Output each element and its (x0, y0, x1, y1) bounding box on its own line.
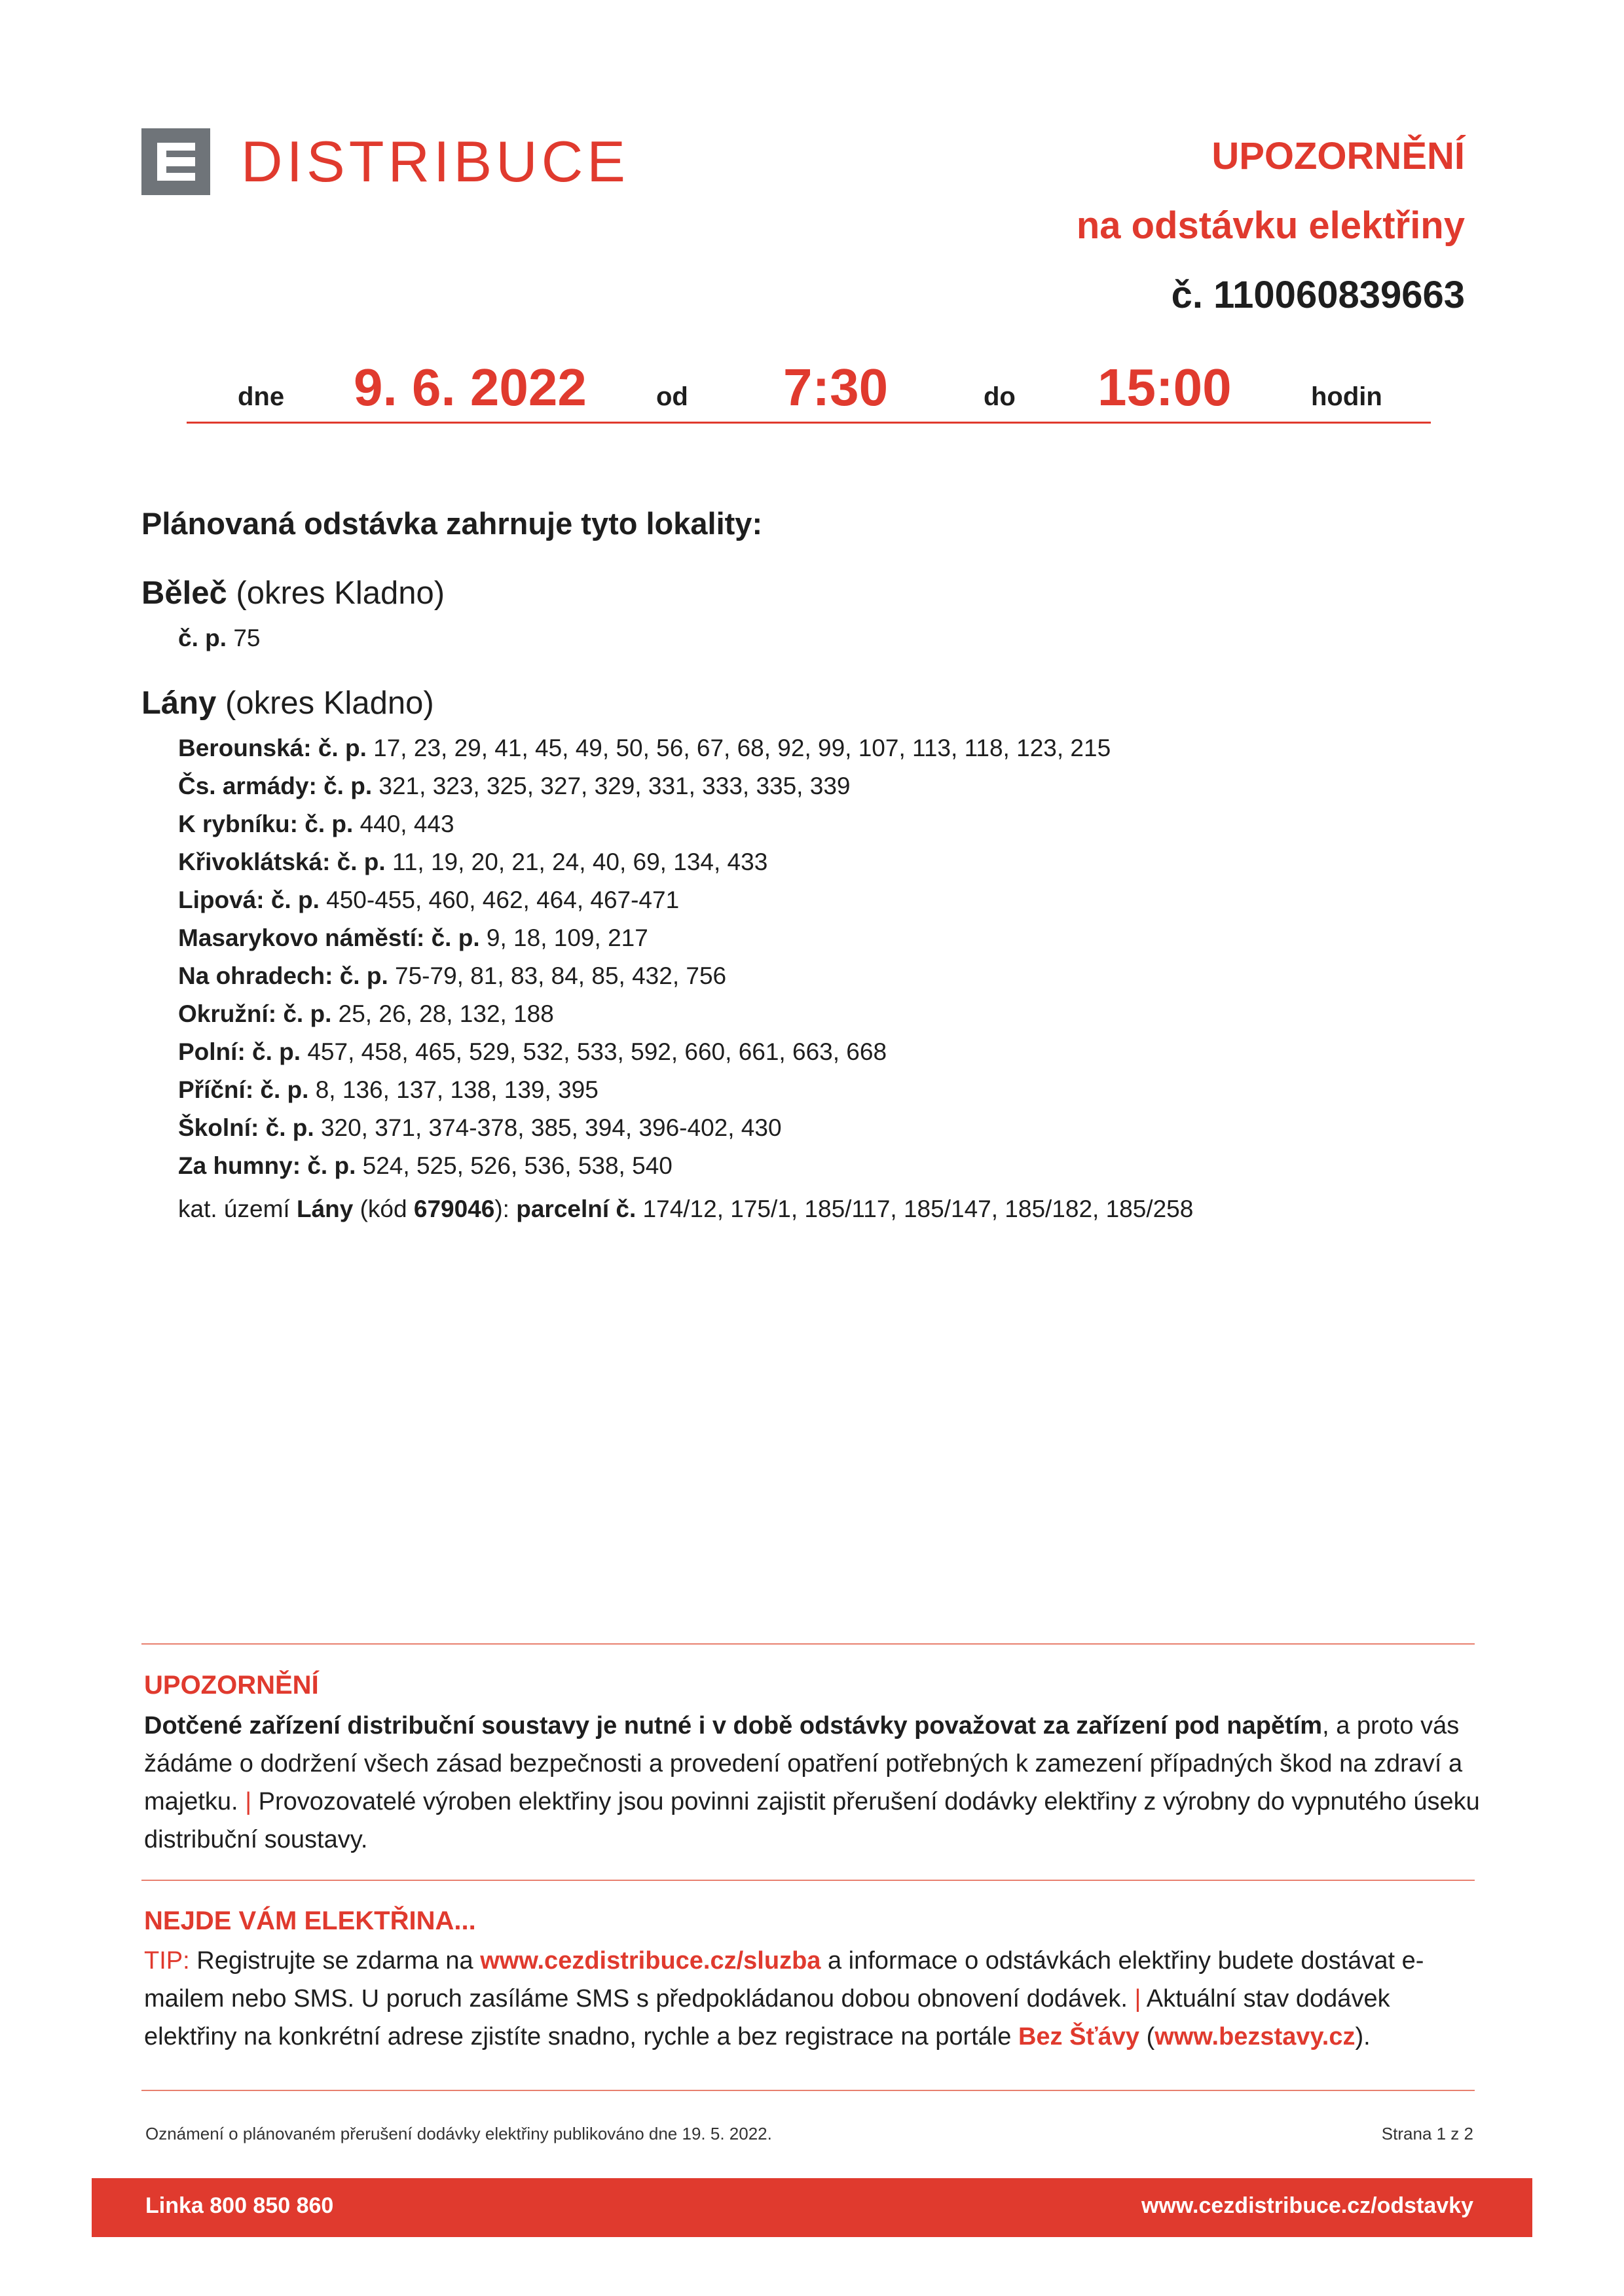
street-line (178, 1152, 673, 1180)
locality-name: Běleč (141, 575, 227, 611)
cp-label: č. p. (252, 1038, 301, 1065)
separator: | (1134, 1985, 1141, 2013)
street-line (178, 962, 726, 990)
warning-bold-text: Dotčené zařízení distribuční soustavy je nutné i v době odstávky považovat za zařízení pod napětím (144, 1712, 1323, 1740)
cp-label: č. p. (265, 1114, 314, 1141)
to-label: do (984, 382, 1016, 411)
tip-title: NEJDE VÁM ELEKTŘINA... (144, 1906, 476, 1935)
portal-name: Bez Šťávy (1018, 2023, 1140, 2050)
cadastre-code-prefix: (kód (360, 1195, 407, 1222)
separator: | (245, 1788, 252, 1815)
page-number: Strana 1 z 2 (1381, 2124, 1473, 2143)
notice-title: UPOZORNĚNÍ (1211, 135, 1465, 177)
cp-label: č. p. (260, 1076, 309, 1103)
street-name: Školní: (178, 1114, 259, 1141)
street-name: Lipová: (178, 886, 265, 913)
bezstavy-link[interactable]: www.bezstavy.cz (1154, 2023, 1356, 2050)
cadastre-name: Lány (296, 1195, 354, 1222)
warning-title: UPOZORNĚNÍ (144, 1671, 319, 1700)
house-numbers: 8, 136, 137, 138, 139, 395 (315, 1076, 599, 1103)
registration-link[interactable]: www.cezdistribuce.cz/sluzba (480, 1947, 821, 1975)
divider (141, 2090, 1475, 2091)
cp-label: č. p. (307, 1152, 356, 1179)
warning-text (144, 1707, 1480, 1859)
street-line (178, 1114, 782, 1142)
cadastre-line (178, 1195, 1193, 1223)
street-line (178, 1076, 599, 1104)
street-name: Berounská: (178, 735, 312, 761)
house-numbers: 9, 18, 109, 217 (486, 924, 648, 951)
street-line (178, 924, 648, 952)
street-name: Čs. armády: (178, 773, 317, 799)
hotline: Linka 800 850 860 (145, 2193, 334, 2218)
street-name: Za humny: (178, 1152, 301, 1179)
outage-date: 9. 6. 2022 (354, 358, 587, 416)
time-to: 15:00 (1098, 358, 1232, 416)
street-line (178, 1000, 554, 1028)
locality-district: (okres Kladno) (225, 685, 434, 721)
street-name: Okružní: (178, 1000, 277, 1027)
street-line (178, 848, 767, 876)
parcel-label: parcelní č. (516, 1195, 637, 1222)
tip-text-2: a informace o odstávkách elektřiny budete dostávat e-mailem nebo SMS. U poruch zasíláme SMS s předpokládanou dobou obnovení dodávek. (144, 1947, 1424, 2013)
divider (141, 1880, 1475, 1881)
tip-text-1: Registrujte se zdarma na (196, 1947, 473, 1975)
notice-number: č. 110060839663 (1171, 274, 1465, 316)
cadastre-code: 679046 (413, 1195, 495, 1222)
cp-label: č. p. (323, 773, 373, 799)
street-line (178, 773, 850, 800)
cadastre-code-suffix: ): (494, 1195, 509, 1222)
house-numbers: 25, 26, 28, 132, 188 (338, 1000, 554, 1027)
street-line (178, 735, 1111, 762)
cp-label: č. p. (304, 811, 354, 837)
street-name: Masarykovo náměstí: (178, 924, 425, 951)
paren-close: ). (1355, 2023, 1371, 2050)
house-numbers: 11, 19, 20, 21, 24, 40, 69, 134, 433 (392, 848, 768, 875)
cp-label: č. p. (337, 848, 386, 875)
notice-subtitle: na odstávku elektřiny (1076, 204, 1465, 247)
house-numbers: 440, 443 (360, 811, 454, 837)
house-numbers: 321, 323, 325, 327, 329, 331, 333, 335, 339 (378, 773, 851, 799)
cp-label: č. p. (270, 886, 320, 913)
locality-name: Lány (141, 685, 217, 721)
time-from: 7:30 (783, 358, 889, 416)
cp-label: č. p. (431, 924, 480, 951)
website-link[interactable]: www.cezdistribuce.cz/odstavky (1141, 2193, 1473, 2218)
tip-label: TIP: (144, 1947, 190, 1975)
house-numbers: 524, 525, 526, 536, 538, 540 (362, 1152, 673, 1179)
published-note: Oznámení o plánovaném přerušení dodávky elektřiny publikováno dne 19. 5. 2022. (145, 2124, 772, 2143)
street-line (178, 886, 679, 914)
warning-text-2: Provozovatelé výroben elektřiny jsou povinni zajistit přerušení dodávky elektřiny z výrobny do vypnutého úseku distribuční soustavy. (144, 1788, 1480, 1853)
cadastre-prefix: kat. území (178, 1195, 290, 1222)
warning-text-1: , a proto vás žádáme o dodržení všech zásad bezpečnosti a provedení opatření potřebných k zamezení případných škod na zdraví a majetku. (144, 1712, 1463, 1815)
address-line (178, 625, 260, 652)
cp-label: č. p. (283, 1000, 332, 1027)
divider (141, 1643, 1475, 1645)
from-label: od (656, 382, 688, 411)
paren-open: ( (1146, 2023, 1155, 2050)
house-numbers: 17, 23, 29, 41, 45, 49, 50, 56, 67, 68, 92, 99, 107, 113, 118, 123, 215 (373, 735, 1111, 761)
street-name: Polní: (178, 1038, 246, 1065)
street-name: Na ohradech: (178, 962, 333, 989)
house-numbers: 320, 371, 374-378, 385, 394, 396-402, 430 (320, 1114, 782, 1141)
cp-label: č. p. (178, 625, 227, 651)
house-numbers: 75 (233, 625, 261, 651)
date-underline (187, 422, 1431, 424)
locality-district: (okres Kladno) (236, 575, 445, 611)
house-numbers: 450-455, 460, 462, 464, 467-471 (326, 886, 680, 913)
tip-text (144, 1942, 1480, 2056)
logo-wordmark: DISTRIBUCE (241, 129, 629, 194)
cez-logo-icon (141, 128, 210, 195)
parcel-numbers: 174/12, 175/1, 185/117, 185/147, 185/182, 185/258 (642, 1195, 1194, 1222)
street-name: K rybníku: (178, 811, 298, 837)
locality-heading (141, 575, 445, 611)
street-line (178, 811, 454, 838)
cp-label: č. p. (318, 735, 367, 761)
locality-heading (141, 685, 434, 721)
date-label: dne (238, 382, 285, 411)
house-numbers: 457, 458, 465, 529, 532, 533, 592, 660, 661, 663, 668 (307, 1038, 887, 1065)
hours-label: hodin (1311, 382, 1382, 411)
street-name: Příční: (178, 1076, 254, 1103)
street-line (178, 1038, 887, 1066)
tip-text-3: Aktuální stav dodávek elektřiny na konkrétní adrese zjistíte snadno, rychle a bez registrace na portále (144, 1985, 1390, 2050)
house-numbers: 75-79, 81, 83, 84, 85, 432, 756 (395, 962, 727, 989)
localities-intro: Plánovaná odstávka zahrnuje tyto lokality: (141, 506, 763, 541)
notice-heading (1077, 122, 1465, 330)
street-name: Křivoklátská: (178, 848, 331, 875)
cp-label: č. p. (339, 962, 388, 989)
